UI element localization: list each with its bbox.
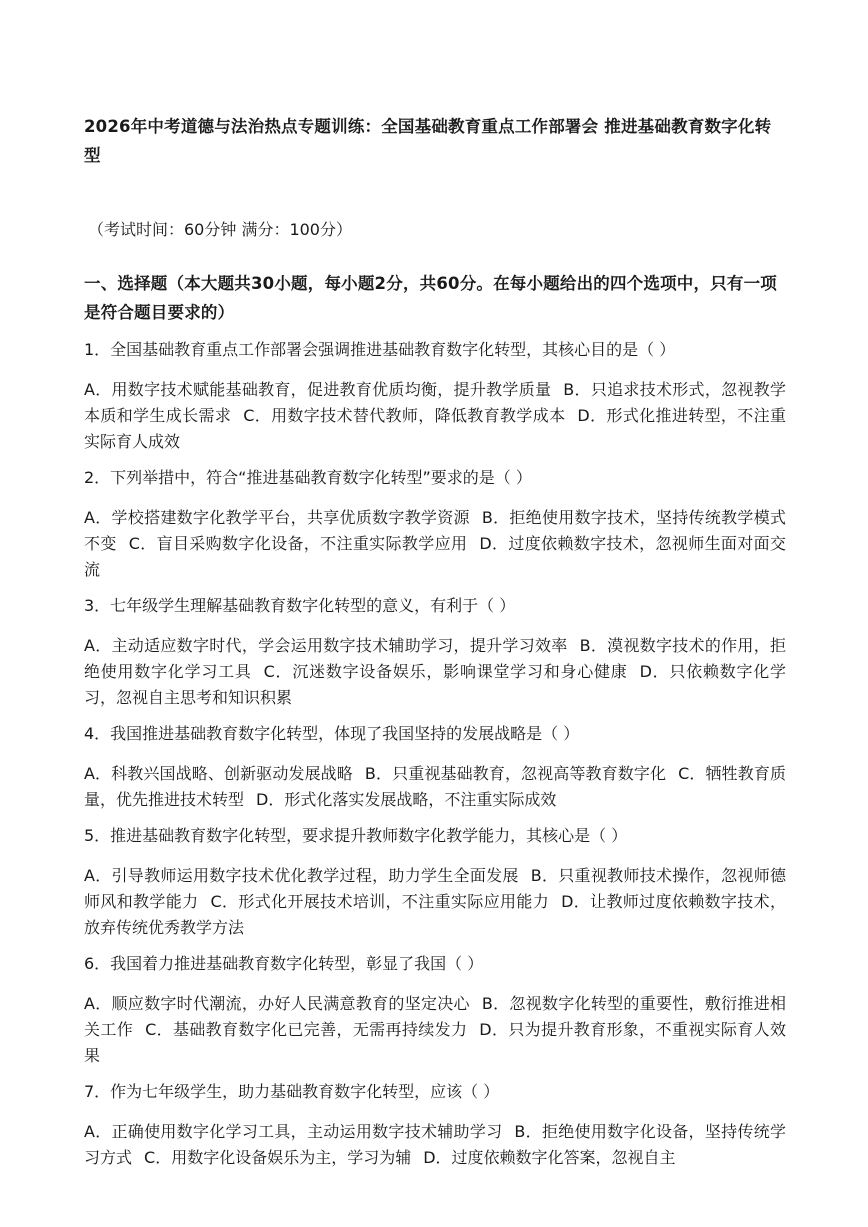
question-stem: 5．推进基础教育数字化转型，要求提升教师数字化教学能力，其核心是（ ） bbox=[84, 826, 628, 845]
option-c: C．基础教育数字化已完善，无需再持续发力 bbox=[145, 1020, 468, 1039]
option-b: B．拒绝使用数字技术，坚持传统教学模式不变 bbox=[84, 508, 786, 553]
question-options bbox=[84, 863, 786, 941]
option-c: C．形式化开展技术培训，不注重实际应用能力 bbox=[210, 892, 550, 911]
question-options bbox=[84, 991, 786, 1069]
option-a: A．正确使用数字化学习工具，主动运用数字技术辅助学习 bbox=[84, 1122, 503, 1141]
question-3 bbox=[84, 593, 786, 711]
question-5 bbox=[84, 823, 786, 941]
question-6 bbox=[84, 951, 786, 1069]
option-b: B．只重视教师技术操作，忽视师德师风和教学能力 bbox=[84, 866, 786, 911]
document-title: 2026年中考道德与法治热点专题训练：全国基础教育重点工作部署会 推进基础教育数字化转型 bbox=[84, 117, 772, 165]
option-d: D．只为提升教育形象，不重视实际育人效果 bbox=[84, 1020, 786, 1065]
option-a: A．科教兴国战略、创新驱动发展战略 bbox=[84, 764, 353, 783]
question-stem: 4．我国推进基础教育数字化转型，体现了我国坚持的发展战略是（ ） bbox=[84, 724, 580, 743]
option-c: C．盲目采购数字化设备，不注重实际教学应用 bbox=[128, 534, 468, 553]
question-stem: 6．我国着力推进基础教育数字化转型，彰显了我国（ ） bbox=[84, 954, 484, 973]
question-options bbox=[84, 377, 786, 455]
option-c: C．沉迷数字设备娱乐，影响课堂学习和身心健康 bbox=[263, 662, 628, 681]
option-a: A．学校搭建数字化教学平台，共享优质数字教学资源 bbox=[84, 508, 470, 527]
question-options bbox=[84, 1119, 786, 1171]
option-d: D．形式化推进转型，不注重实际育人成效 bbox=[84, 406, 786, 451]
option-a: A．顺应数字时代潮流，办好人民满意教育的坚定决心 bbox=[84, 994, 470, 1013]
question-stem: 2．下列举措中，符合“推进基础教育数字化转型”要求的是（ ） bbox=[84, 468, 532, 487]
option-d: D．让教师过度依赖数字技术，放弃传统优秀教学方法 bbox=[84, 892, 786, 937]
option-a: A．用数字技术赋能基础教育，促进教育优质均衡，提升教学质量 bbox=[84, 380, 552, 399]
document-page bbox=[84, 112, 786, 1171]
option-a: A．主动适应数字时代，学会运用数字技术辅助学习，提升学习效率 bbox=[84, 636, 568, 655]
option-b: B．忽视数字化转型的重要性，敷衍推进相关工作 bbox=[84, 994, 786, 1039]
question-options bbox=[84, 505, 786, 583]
question-stem: 1．全国基础教育重点工作部署会强调推进基础教育数字化转型，其核心目的是（ ） bbox=[84, 340, 676, 359]
option-b: B．拒绝使用数字化设备，坚持传统学习方式 bbox=[84, 1122, 786, 1167]
option-a: A．引导教师运用数字技术优化教学过程，助力学生全面发展 bbox=[84, 866, 519, 885]
option-d: D．过度依赖数字技术，忽视师生面对面交流 bbox=[84, 534, 786, 579]
question-7 bbox=[84, 1079, 786, 1171]
question-stem: 3．七年级学生理解基础教育数字化转型的意义，有利于（ ） bbox=[84, 596, 516, 615]
question-1 bbox=[84, 337, 786, 455]
exam-info: （考试时间：60分钟 满分：100分） bbox=[88, 220, 352, 239]
option-c: C．用数字技术替代教师，降低教育教学成本 bbox=[243, 406, 566, 425]
option-b: B．只追求技术形式，忽视教学本质和学生成长需求 bbox=[84, 380, 786, 425]
section-heading: 一、选择题（本大题共30小题，每小题2分，共60分。在每小题给出的四个选项中，只有一项是符合题目要求的） bbox=[84, 274, 778, 322]
option-b: B．只重视基础教育，忽视高等教育数字化 bbox=[364, 764, 667, 783]
question-options bbox=[84, 761, 786, 813]
option-d: D．只依赖数字化学习，忽视自主思考和知识积累 bbox=[84, 662, 786, 707]
option-b: B．漠视数字技术的作用，拒绝使用数字化学习工具 bbox=[84, 636, 786, 681]
question-2 bbox=[84, 465, 786, 583]
question-4 bbox=[84, 721, 786, 813]
question-options bbox=[84, 633, 786, 711]
option-d: D．过度依赖数字化答案，忽视自主 bbox=[423, 1148, 676, 1167]
option-c: C．用数字化设备娱乐为主，学习为辅 bbox=[144, 1148, 412, 1167]
question-stem: 7．作为七年级学生，助力基础教育数字化转型，应该（ ） bbox=[84, 1082, 500, 1101]
option-c: C．牺牲教育质量，优先推进技术转型 bbox=[84, 764, 786, 809]
option-d: D．形式化落实发展战略，不注重实际成效 bbox=[256, 790, 557, 809]
